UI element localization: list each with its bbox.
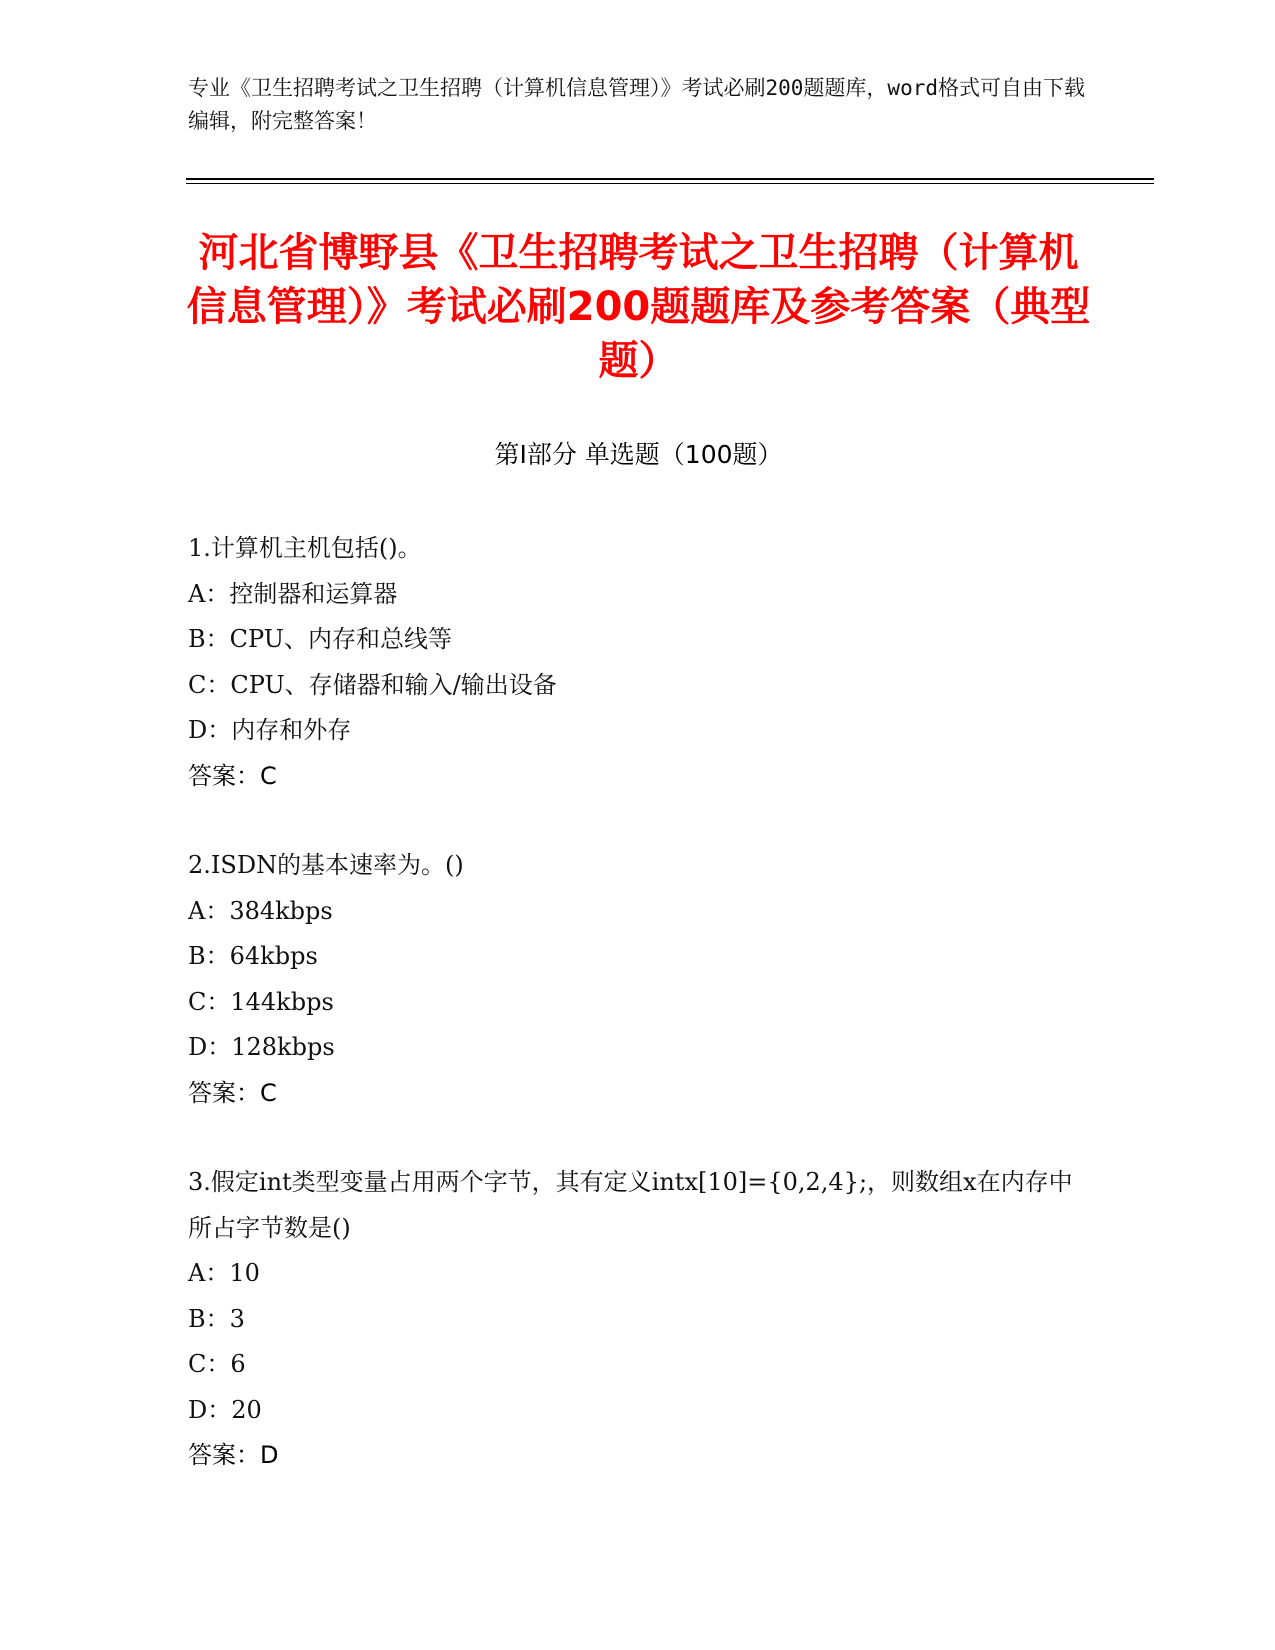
option-c: C：144kbps <box>188 987 334 1016</box>
question-list <box>188 526 1088 1523</box>
option-c: C：CPU、存储器和输入/输出设备 <box>188 670 557 699</box>
option-a: A：384kbps <box>188 896 333 925</box>
option-a: A：10 <box>188 1259 260 1287</box>
option-d: D：20 <box>188 1395 262 1424</box>
header-note: 专业《卫生招聘考试之卫生招聘（计算机信息管理）》考试必刷200题题库，word格式可自由下载编辑，附完整答案！ <box>188 76 1085 133</box>
question-stem: 3.假定int类型变量占用两个字节，其有定义intx[10]={0,2,4};，则数组x在内存中所占字节数是() <box>188 1168 1073 1242</box>
option-a: A：控制器和运算器 <box>188 579 398 608</box>
option-b: B：3 <box>188 1304 245 1333</box>
answer-line: 答案：C <box>188 1078 277 1107</box>
header-rule-thick <box>186 178 1154 180</box>
header-rule-thin <box>186 183 1154 184</box>
option-d: D：内存和外存 <box>188 716 352 744</box>
option-b: B：CPU、内存和总线等 <box>188 625 452 653</box>
question-2 <box>188 843 1088 1116</box>
question-stem: 2.ISDN的基本速率为。() <box>188 851 464 879</box>
document-title: 河北省博野县《卫生招聘考试之卫生招聘（计算机信息管理）》考试必刷200题题库及参考答案（典型题） <box>186 230 1091 384</box>
question-1 <box>188 526 1088 799</box>
option-d: D：128kbps <box>188 1033 335 1061</box>
answer-line: 答案：C <box>188 761 277 790</box>
section-heading: 第I部分 单选题（100题） <box>494 440 783 469</box>
question-stem: 1.计算机主机包括()。 <box>188 534 422 562</box>
option-c: C：6 <box>188 1350 246 1378</box>
option-b: B：64kbps <box>188 942 318 970</box>
question-3 <box>188 1160 1088 1479</box>
answer-line: 答案：D <box>188 1441 279 1469</box>
